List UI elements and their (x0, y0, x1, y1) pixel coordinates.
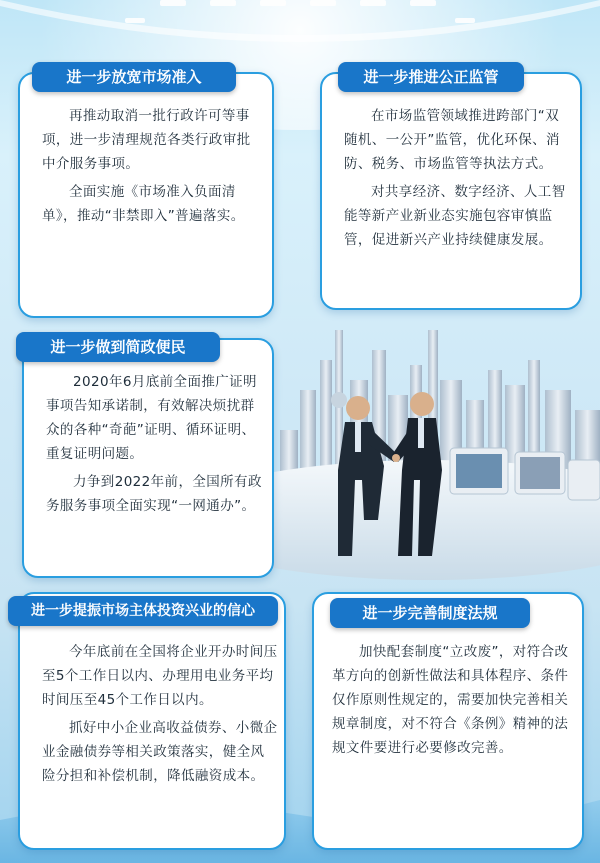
card-title: 进一步做到简政便民 (16, 332, 220, 362)
card-title: 进一步完善制度法规 (330, 598, 530, 628)
card-paragraph: 对共享经济、数字经济、人工智能等新产业新业态实施包容审慎监管，促进新兴产业持续健康发展。 (344, 184, 566, 248)
card-title: 进一步提振市场主体投资兴业的信心 (8, 596, 278, 626)
card-paragraph: 加快配套制度“立改废”，对符合改革方向的创新性做法和具体程序、条件仅作原则性规定的，需要加快完善相关规章制度，对不符合《条例》精神的法规文件要进行必要修改完善。 (332, 644, 569, 756)
card-title: 进一步推进公正监管 (338, 62, 524, 92)
card-title: 进一步放宽市场准入 (32, 62, 236, 92)
card-fair-regulation (320, 68, 582, 310)
card-body (46, 370, 266, 518)
card-paragraph: 力争到2022年前，全国所有政务服务事项全面实现“一网通办”。 (46, 474, 262, 514)
card-paragraph: 2020年6月底前全面推广证明事项告知承诺制，有效解决烦扰群众的各种“奇葩”证明、循环证明、重复证明问题。 (46, 374, 257, 462)
card-market-access (18, 68, 274, 318)
card-paragraph: 抓好中小企业高收益债券、小微企业金融债券等相关政策落实，健全风险分担和补偿机制，降低融资成本。 (42, 720, 278, 784)
card-simplify-administration (22, 338, 274, 578)
card-paragraph: 再推动取消一批行政许可等事项，进一步清理规范各类行政审批中介服务事项。 (42, 108, 251, 172)
card-body (344, 104, 572, 252)
card-paragraph: 今年底前在全国将企业开办时间压至5个工作日以内、办理用电业务平均时间压至45个工作日以内。 (42, 644, 278, 708)
card-body (332, 640, 572, 760)
card-paragraph: 在市场监管领域推进跨部门“双随机、一公开”监管，优化环保、消防、税务、市场监管等执法方式。 (344, 108, 560, 172)
card-body (42, 640, 278, 788)
card-body (42, 104, 262, 228)
card-paragraph: 全面实施《市场准入负面清单》，推动“非禁即入”普遍落实。 (42, 184, 245, 224)
card-investment-confidence (18, 592, 286, 850)
card-institutional-regulations (312, 592, 584, 850)
